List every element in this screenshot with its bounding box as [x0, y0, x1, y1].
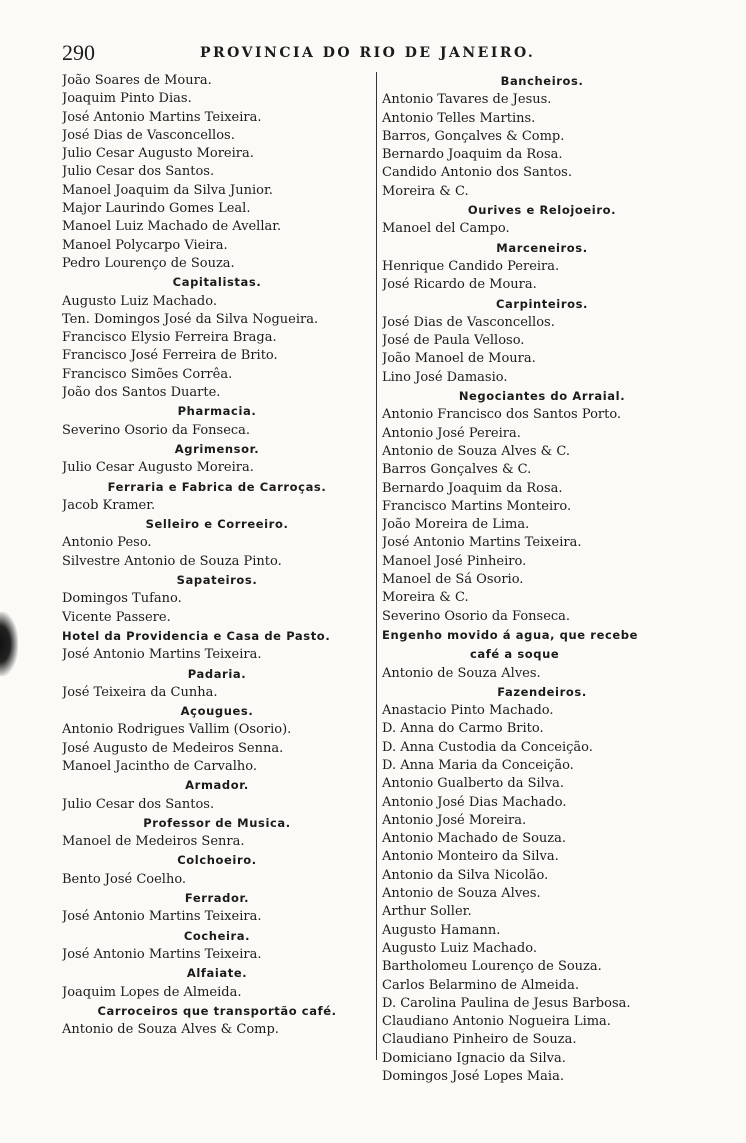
list-block — [62, 646, 372, 664]
section-heading: Negociantes do Arraial. — [458, 389, 626, 404]
list-entry: Manoel de Medeiros Senra. — [62, 834, 245, 850]
list-block — [62, 721, 372, 776]
list-entry: Claudiano Pinheiro de Souza. — [382, 1032, 577, 1048]
list-entry: D. Anna do Carmo Brito. — [382, 721, 544, 737]
list-entry: Antonio Gualberto da Silva. — [382, 776, 565, 792]
list-entry: Vicente Passere. — [62, 609, 171, 625]
list-entry: Bartholomeu Lourenço de Souza. — [382, 959, 602, 975]
list-block — [62, 534, 372, 571]
section-heading: Sapateiros. — [176, 573, 258, 588]
list-entry: José de Paula Velloso. — [382, 333, 525, 349]
section-heading: Engenho movido á agua, que recebe — [382, 627, 639, 642]
list-entry: Bento José Coelho. — [62, 871, 187, 887]
list-entry: Candido Antonio dos Santos. — [382, 165, 572, 181]
list-entry: Jacob Kramer. — [62, 497, 156, 513]
list-entry: Silvestre Antonio de Souza Pinto. — [62, 553, 282, 569]
list-block — [62, 1021, 372, 1039]
list-block — [382, 258, 702, 295]
section-heading: Carroceiros que transportão café. — [97, 1003, 337, 1018]
list-entry: Antonio da Silva Nicolão. — [382, 867, 549, 883]
list-entry: João Manoel de Moura. — [382, 351, 536, 367]
section-heading: Hotel da Providencia e Casa de Pasto. — [62, 628, 331, 643]
list-entry: Antonio Francisco dos Santos Porto. — [382, 407, 622, 423]
list-entry: Carlos Belarmino de Almeida. — [382, 977, 579, 993]
list-entry: José Antonio Martins Teixeira. — [62, 109, 262, 125]
list-entry: Antonio José Moreira. — [382, 812, 527, 828]
list-entry: Bernardo Joaquim da Rosa. — [382, 147, 563, 163]
list-entry: Antonio José Pereira. — [382, 425, 521, 441]
running-title: PROVINCIA DO RIO DE JANEIRO. — [200, 45, 536, 61]
list-block — [62, 871, 372, 889]
list-block — [62, 422, 372, 440]
list-entry: Joaquim Pinto Dias. — [62, 91, 192, 107]
list-entry: José Teixeira da Cunha. — [62, 684, 218, 700]
list-block — [62, 459, 372, 477]
list-entry: Anastacio Pinto Machado. — [382, 703, 554, 719]
section-heading: Colchoeiro. — [177, 853, 257, 868]
list-entry: Claudiano Antonio Nogueira Lima. — [382, 1014, 611, 1030]
list-entry: Manoel del Campo. — [382, 221, 510, 237]
list-block — [382, 220, 702, 238]
list-entry: Antonio de Souza Alves. — [382, 665, 541, 681]
section-heading: Padaria. — [187, 666, 247, 681]
list-block — [62, 590, 372, 627]
list-entry: Francisco Simões Corrêa. — [62, 366, 233, 382]
right-column — [382, 72, 702, 1086]
section-heading: Ourives e Relojoeiro. — [467, 203, 617, 218]
list-entry: Domiciano Ignacio da Silva. — [382, 1050, 566, 1066]
list-entry: Manoel José Pinheiro. — [382, 553, 527, 569]
list-entry: Julio Cesar Augusto Moreira. — [62, 460, 254, 476]
list-entry: Augusto Hamann. — [382, 922, 501, 938]
list-entry: Antonio Telles Martins. — [382, 110, 536, 126]
list-entry: Antonio Rodrigues Vallim (Osorio). — [62, 722, 292, 738]
list-entry: Antonio José Dias Machado. — [382, 794, 567, 810]
list-entry: Moreira & C. — [382, 183, 469, 199]
list-entry: João Moreira de Lima. — [382, 517, 530, 533]
list-entry: Manoel Polycarpo Vieira. — [62, 237, 228, 253]
list-entry: Manoel Jacintho de Carvalho. — [62, 758, 257, 774]
list-entry: Barros, Gonçalves & Comp. — [382, 128, 565, 144]
list-entry: Manoel Luiz Machado de Avellar. — [62, 219, 282, 235]
section-heading: Bancheiros. — [500, 74, 584, 88]
list-entry: José Antonio Martins Teixeira. — [62, 647, 262, 663]
list-block — [62, 984, 372, 1002]
list-entry: Antonio Monteiro da Silva. — [382, 849, 559, 865]
list-entry: Severino Osorio da Fonseca. — [382, 608, 571, 624]
section-heading: Ferrador. — [184, 891, 250, 906]
list-entry: José Ricardo de Moura. — [382, 277, 537, 293]
list-entry: Domingos José Lopes Maia. — [382, 1069, 564, 1085]
list-entry: Ten. Domingos José da Silva Nogueira. — [62, 311, 319, 327]
list-block — [382, 665, 702, 683]
left-column — [62, 72, 372, 1039]
list-entry: Augusto Luiz Machado. — [382, 940, 537, 956]
list-block — [62, 72, 372, 273]
section-heading: Professor de Musica. — [143, 815, 291, 830]
list-block — [62, 497, 372, 515]
list-block — [382, 702, 702, 1086]
page-header — [62, 40, 702, 72]
list-entry: Barros Gonçalves & C. — [382, 462, 532, 478]
section-heading: Carpinteiros. — [495, 296, 589, 311]
section-heading: Alfaiate. — [186, 966, 248, 981]
section-heading: Armador. — [185, 778, 249, 793]
list-entry: Manoel de Sá Osorio. — [382, 572, 524, 588]
list-entry: Antonio de Souza Alves & Comp. — [62, 1022, 279, 1038]
list-entry: Severino Osorio da Fonseca. — [62, 422, 251, 438]
list-entry: José Antonio Martins Teixeira. — [62, 946, 262, 962]
section-heading: Capitalistas. — [172, 275, 262, 290]
list-entry: D. Anna Custodia da Conceição. — [382, 739, 593, 755]
list-entry: Augusto Luiz Machado. — [62, 293, 217, 309]
page-number: 290 — [62, 40, 95, 65]
section-heading: Cocheira. — [183, 928, 251, 943]
list-entry: João Soares de Moura. — [62, 73, 212, 88]
list-block — [62, 796, 372, 814]
list-entry: Francisco José Ferreira de Brito. — [62, 348, 278, 364]
list-entry: Julio Cesar dos Santos. — [62, 796, 215, 812]
list-entry: José Antonio Martins Teixeira. — [62, 909, 262, 925]
list-block — [382, 91, 702, 201]
list-entry: Bernardo Joaquim da Rosa. — [382, 480, 563, 496]
column-divider — [376, 72, 377, 1060]
list-entry: Arthur Soller. — [382, 904, 472, 920]
section-heading: Pharmacia. — [177, 404, 257, 419]
list-entry: José Dias de Vasconcellos. — [382, 314, 555, 330]
list-entry: Domingos Tufano. — [62, 591, 182, 607]
list-entry: Moreira & C. — [382, 590, 469, 606]
section-heading: Ferraria e Fabrica de Carroças. — [107, 479, 327, 494]
section-heading: Marceneiros. — [496, 240, 588, 255]
list-block — [382, 314, 702, 387]
section-heading: Agrimensor. — [174, 441, 260, 456]
list-block — [62, 293, 372, 403]
section-heading: Fazendeiros. — [497, 684, 587, 699]
list-entry: José Antonio Martins Teixeira. — [382, 535, 582, 551]
list-block — [62, 946, 372, 964]
list-entry: Antonio de Souza Alves & C. — [382, 443, 570, 459]
list-entry: Manoel Joaquim da Silva Junior. — [62, 182, 273, 198]
list-entry: José Augusto de Medeiros Senna. — [62, 740, 284, 756]
page-edge-shadow — [0, 612, 18, 676]
list-entry: Pedro Lourenço de Souza. — [62, 255, 235, 271]
list-entry: Julio Cesar dos Santos. — [62, 164, 215, 180]
list-block — [382, 406, 702, 626]
list-entry: D. Anna Maria da Conceição. — [382, 757, 574, 773]
list-entry: José Dias de Vasconcellos. — [62, 127, 235, 143]
list-entry: Major Laurindo Gomes Leal. — [62, 201, 251, 217]
list-entry: Henrique Candido Pereira. — [382, 258, 560, 274]
list-entry: João dos Santos Duarte. — [62, 385, 221, 401]
list-entry: Francisco Elysio Ferreira Braga. — [62, 330, 277, 346]
list-entry: D. Carolina Paulina de Jesus Barbosa. — [382, 995, 631, 1011]
list-entry: Antonio de Souza Alves. — [382, 886, 541, 902]
section-heading-continuation: café a soque — [470, 647, 560, 662]
list-entry: Julio Cesar Augusto Moreira. — [62, 146, 254, 162]
section-heading: Selleiro e Correeiro. — [145, 517, 289, 532]
list-entry: Antonio Peso. — [62, 535, 152, 551]
list-entry: Lino José Damasio. — [382, 369, 508, 385]
list-entry: Joaquim Lopes de Almeida. — [62, 984, 242, 1000]
list-block — [62, 908, 372, 926]
list-block — [62, 833, 372, 851]
section-heading: Açougues. — [180, 704, 254, 719]
list-entry: Antonio Machado de Souza. — [382, 831, 567, 847]
list-block — [62, 684, 372, 702]
list-entry: Francisco Martins Monteiro. — [382, 498, 572, 514]
list-entry: Antonio Tavares de Jesus. — [382, 92, 552, 108]
